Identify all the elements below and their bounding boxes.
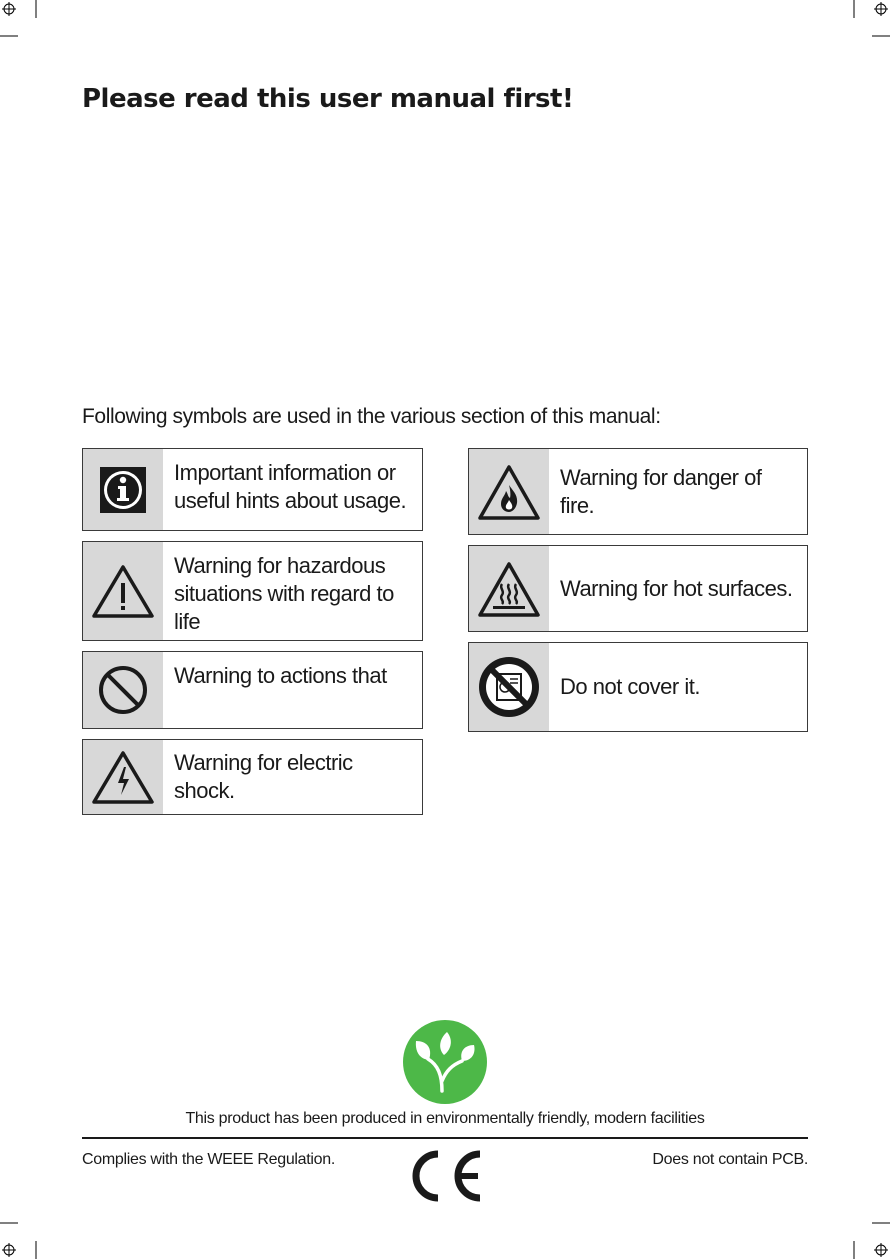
symbol-box-information <box>82 448 423 531</box>
footer-divider <box>82 1137 808 1139</box>
crop-mark-top-left <box>0 0 40 40</box>
crop-mark-bottom-right <box>850 1219 890 1259</box>
fire-warning-icon <box>469 449 549 534</box>
eco-leaf-icon <box>402 1019 488 1105</box>
weee-compliance: Complies with the WEEE Regulation. <box>82 1151 336 1168</box>
symbol-box-hot <box>468 545 808 632</box>
symbol-text-hazard: Warning for hazardous situations with regard to life <box>174 553 394 634</box>
symbol-text-cover: Do not cover it. <box>560 674 700 699</box>
information-icon <box>83 449 163 530</box>
ce-mark-icon <box>406 1148 484 1204</box>
prohibited-icon <box>83 652 163 728</box>
hot-surface-icon <box>469 546 549 631</box>
symbol-box-electric <box>82 739 423 815</box>
page-title: Please read this user manual first! <box>82 84 574 114</box>
symbol-text-electric: Warning for electric shock. <box>174 750 353 803</box>
symbols-intro: Following symbols are used in the various section of this manual: <box>82 405 661 428</box>
symbol-box-cover <box>468 642 808 732</box>
do-not-cover-icon <box>469 643 549 731</box>
symbol-text-fire: Warning for danger of fire. <box>560 464 762 518</box>
symbol-box-prohibited <box>82 651 423 729</box>
symbol-text-prohibited: Warning to actions that <box>174 663 387 688</box>
symbol-text-hot: Warning for hot surfaces. <box>560 575 793 601</box>
electric-shock-icon <box>83 740 163 814</box>
warning-triangle-icon <box>83 542 163 640</box>
crop-mark-top-right <box>850 0 890 40</box>
eco-statement: This product has been produced in environmentally friendly, modern facilities <box>185 1110 705 1127</box>
symbol-box-hazard <box>82 541 423 641</box>
symbol-box-fire <box>468 448 808 535</box>
crop-mark-bottom-left <box>0 1219 40 1259</box>
symbol-text-information: Important information or useful hints about usage. <box>174 460 407 513</box>
pcb-statement: Does not contain PCB. <box>652 1151 808 1168</box>
